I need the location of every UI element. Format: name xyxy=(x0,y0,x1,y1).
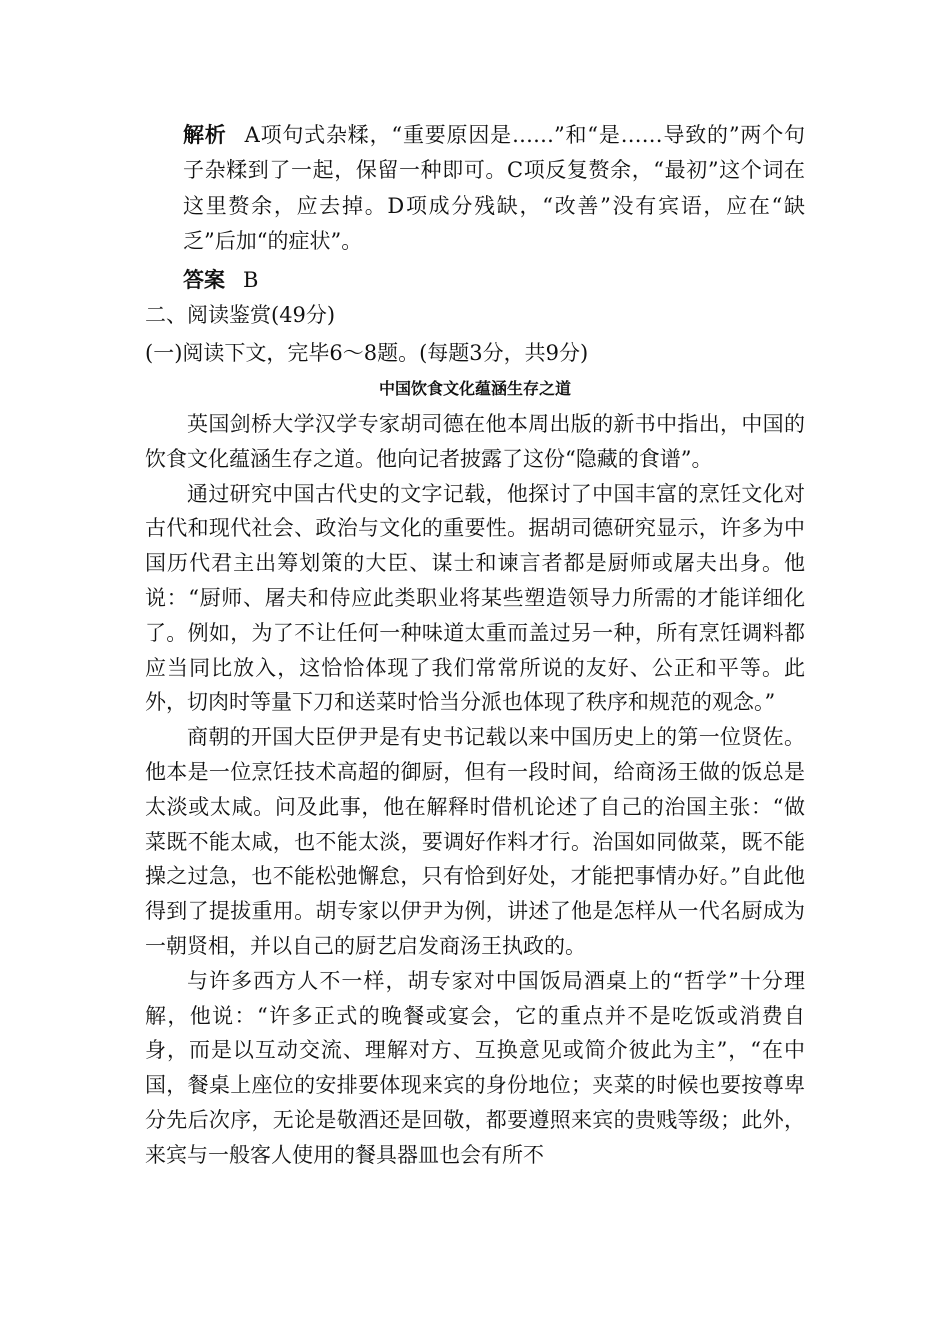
article-body xyxy=(145,407,805,1173)
article-paragraph-3: 商朝的开国大臣伊尹是有史书记载以来中国历史上的第一位贤佐。他本是一位烹饪技术高超的御厨，但有一段时间，给商汤王做的饭总是太淡或太咸。问及此事，他在解释时借机论述了自己的治国主张：“做菜既不能太咸，也不能太淡，要调好作料才行。治国如同做菜，既不能操之过急，也不能松弛懈怠，只有恰到好处，才能把事情办好。”自此他得到了提拔重用。胡专家以伊尹为例，讲述了他是怎样从一代名厨成为一朝贤相，并以自己的厨艺启发商汤王执政的。 xyxy=(145,725,805,958)
analysis-label: 解析 xyxy=(183,122,227,147)
answer-line xyxy=(183,262,805,298)
answer-value: B xyxy=(243,268,259,292)
article-title: 中国饮食文化蕴涵生存之道 xyxy=(378,379,571,398)
analysis-text: A项句式杂糅，“重要原因是……”和“是……导致的”两个句子杂糅到了一起，保留一种即可。C项反复赘余，“最初”这个词在这里赘余，应去掉。D项成分残缺，“改善”没有宾语，应在“缺乏”后加“的症状”。 xyxy=(183,123,806,254)
article-paragraph-2: 通过研究中国古代史的文字记载，他探讨了中国丰富的烹饪文化对古代和现代社会、政治与文化的重要性。据胡司德研究显示，许多为中国历代君主出筹划策的大臣、谋士和谏言者都是厨师或屠夫出身。他说：“厨师、屠夫和侍应此类职业将某些塑造领导力所需的才能详细化了。例如，为了不让任何一种味道太重而盖过另一种，所有烹饪调料都应当同比放入，这恰恰体现了我们常常所说的友好、公正和平等。此外，切肉时等量下刀和送菜时恰当分派也体现了秩序和规范的观念。” xyxy=(145,481,805,715)
article-paragraph-4: 与许多西方人不一样，胡专家对中国饭局酒桌上的“哲学”十分理解，他说：“许多正式的晚餐或宴会，它的重点并不是吃饭或消费自身，而是以互动交流、理解对方、互换意见或简介彼此为主”，“在中国，餐桌上座位的安排要体现来宾的身份地位；夹菜的时候也要按尊卑分先后次序，无论是敬酒还是回敬，都要遵照来宾的贵贱等级；此外，来宾与一般客人使用的餐具器皿也会有所不 xyxy=(145,968,805,1167)
section-heading: 二、阅读鉴赏(49分) xyxy=(145,303,336,327)
analysis-paragraph xyxy=(183,117,805,260)
article-paragraph-1: 英国剑桥大学汉学专家胡司德在他本周出版的新书中指出，中国的饮食文化蕴涵生存之道。他向记者披露了这份“隐藏的食谱”。 xyxy=(145,412,805,471)
answer-label: 答案 xyxy=(183,267,225,292)
subsection-heading: (一)阅读下文，完毕6～8题。(每题3分，共9分) xyxy=(145,341,589,365)
